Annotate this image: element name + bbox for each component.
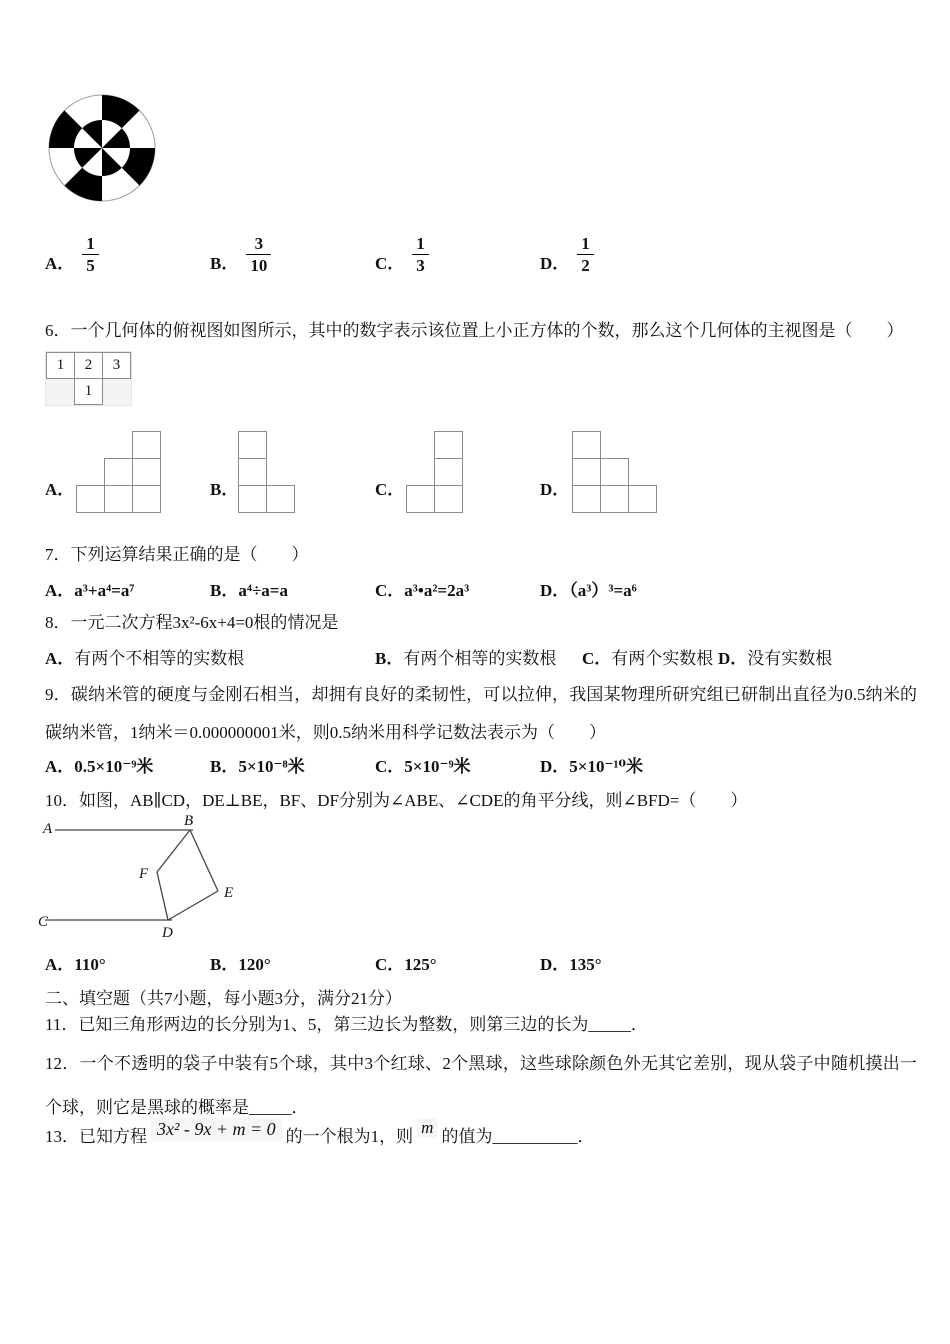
cube-cell: 1 bbox=[74, 378, 103, 405]
point-label-e: E bbox=[224, 885, 234, 901]
cube-cell bbox=[600, 458, 629, 486]
question-7-options bbox=[0, 576, 950, 602]
cube-cell bbox=[132, 485, 161, 513]
cube-cell bbox=[572, 431, 601, 459]
option-text: a³•a²=2a³ bbox=[404, 581, 470, 600]
q13-suffix: 的值为__________． bbox=[441, 1127, 595, 1146]
option-text: a⁴÷a=a bbox=[238, 581, 288, 600]
q13-variable: m bbox=[417, 1118, 437, 1138]
option-text: 110° bbox=[74, 955, 106, 974]
option-label: C． bbox=[582, 649, 612, 668]
fraction-numerator: 1 bbox=[416, 234, 425, 253]
cube-cell bbox=[600, 485, 629, 513]
option-label: A． bbox=[45, 955, 75, 974]
option-text: 0.5×10⁻⁹米 bbox=[74, 757, 154, 776]
q9-option-a bbox=[45, 752, 153, 777]
cube-cell bbox=[238, 431, 267, 459]
cube-cell bbox=[104, 485, 133, 513]
question-10-text: 10．如图，AB∥CD，DE⊥BE，BF、DF分别为∠ABE、∠CDE的角平分线，则∠BFD=（ ） bbox=[45, 791, 748, 810]
question-8-options bbox=[0, 644, 950, 670]
q6-top-view-figure bbox=[46, 352, 131, 405]
option-text: 没有实数根 bbox=[747, 649, 833, 668]
point-label-d: D bbox=[162, 925, 173, 941]
option-text: 5×10⁻¹⁰米 bbox=[569, 757, 643, 776]
point-label-a: A bbox=[43, 821, 53, 837]
option-label: C． bbox=[375, 253, 405, 273]
fraction-denominator: 2 bbox=[577, 254, 594, 277]
option-label: D． bbox=[718, 649, 748, 668]
question-8-text: 8．一元二次方程3x²-6x+4=0根的情况是 bbox=[45, 613, 339, 632]
option-text: 有两个实数根 bbox=[611, 649, 714, 668]
q9-option-c bbox=[375, 752, 471, 777]
fraction-numerator: 1 bbox=[86, 234, 95, 253]
empty-space bbox=[46, 378, 75, 405]
q7-option-d bbox=[540, 576, 637, 601]
point-label-c: C bbox=[38, 914, 49, 930]
option-label: D． bbox=[540, 581, 570, 600]
question-6-text: 6．一个几何体的俯视图如图所示，其中的数字表示该位置上小正方体的个数，那么这个几何体的主视图是（ ） bbox=[45, 321, 904, 340]
cube-cell: 3 bbox=[102, 352, 131, 379]
q6-option-c-grid bbox=[406, 431, 463, 513]
q8-option-b bbox=[375, 644, 556, 669]
cube-cell bbox=[572, 485, 601, 513]
fraction-numerator: 1 bbox=[581, 234, 590, 253]
q13-prefix: 13．已知方程 bbox=[45, 1127, 147, 1146]
option-text: （a³）³=a⁶ bbox=[569, 581, 637, 600]
q13-middle: 的一个根为1，则 bbox=[285, 1127, 414, 1146]
q10-option-c bbox=[375, 950, 437, 975]
question-9-text: 9．碳纳米管的硬度与金刚石相当，却拥有良好的柔韧性，可以拉伸，我国某物理所研究组已研制出直径为0.5纳米的碳纳米管，1纳米＝0.000000001米，则0.5纳米用科学记数法表示为（ ） bbox=[45, 685, 917, 742]
option-label: C． bbox=[375, 480, 405, 499]
option-label: B． bbox=[210, 581, 239, 600]
empty-space bbox=[600, 431, 629, 459]
option-label: A． bbox=[45, 649, 75, 668]
option-text: 120° bbox=[238, 955, 271, 974]
option-text: a³+a⁴=a⁷ bbox=[74, 581, 135, 600]
q8-option-c bbox=[582, 644, 713, 669]
option-label: A． bbox=[45, 581, 75, 600]
q9-option-d bbox=[540, 752, 643, 777]
point-label-f: F bbox=[139, 866, 149, 882]
empty-space bbox=[406, 458, 435, 486]
point-label-b: B bbox=[184, 813, 194, 829]
question-6-options bbox=[0, 431, 950, 527]
option-label: A． bbox=[45, 757, 75, 776]
option-label: A． bbox=[45, 253, 75, 273]
empty-space bbox=[102, 378, 131, 405]
option-label: C． bbox=[375, 955, 405, 974]
option-label: B． bbox=[210, 955, 239, 974]
question-13-text bbox=[45, 1117, 598, 1147]
question-5-options bbox=[0, 234, 950, 286]
q8-option-d bbox=[718, 644, 832, 669]
cube-cell bbox=[238, 458, 267, 486]
q13-equation: 3x² - 9x + m = 0 bbox=[151, 1118, 282, 1141]
cube-cell bbox=[132, 458, 161, 486]
option-label: D． bbox=[540, 955, 570, 974]
fraction bbox=[82, 234, 99, 277]
cube-cell bbox=[434, 458, 463, 486]
q6-option-d-grid bbox=[572, 431, 657, 513]
cube-cell bbox=[104, 458, 133, 486]
fraction bbox=[577, 234, 594, 277]
fraction bbox=[412, 234, 429, 277]
fraction-numerator: 3 bbox=[254, 234, 264, 253]
q5-option-d bbox=[540, 234, 594, 277]
cube-cell bbox=[76, 485, 105, 513]
q10-geometry-figure bbox=[38, 810, 288, 955]
fraction-denominator: 10 bbox=[246, 254, 271, 277]
option-text: 5×10⁻⁹米 bbox=[404, 757, 471, 776]
section-2-header: 二、填空题（共7小题，每小题3分，满分21分） bbox=[45, 989, 402, 1008]
question-9-options bbox=[0, 752, 950, 778]
q10-option-b bbox=[210, 950, 271, 975]
question-10-options bbox=[0, 950, 950, 976]
option-label: D． bbox=[540, 253, 570, 273]
fraction-denominator: 3 bbox=[412, 254, 429, 277]
spinner-pinwheel-image bbox=[46, 92, 158, 209]
fraction-denominator: 5 bbox=[82, 254, 99, 277]
cube-cell bbox=[266, 485, 295, 513]
option-text: 5×10⁻⁸米 bbox=[238, 757, 305, 776]
cube-cell: 2 bbox=[74, 352, 103, 379]
empty-space bbox=[406, 431, 435, 459]
cube-cell bbox=[238, 485, 267, 513]
q5-option-b bbox=[210, 234, 271, 277]
option-text: 有两个相等的实数根 bbox=[403, 649, 557, 668]
empty-space bbox=[104, 431, 133, 459]
q6-option-a-grid bbox=[76, 431, 161, 513]
question-7-text: 7．下列运算结果正确的是（ ） bbox=[45, 545, 309, 564]
option-text: 125° bbox=[404, 955, 437, 974]
cube-cell bbox=[406, 485, 435, 513]
q10-option-a bbox=[45, 950, 106, 975]
option-label: B． bbox=[210, 757, 239, 776]
question-11-text: 11．已知三角形两边的长分别为1、5，第三边长为整数，则第三边的长为_____． bbox=[45, 1015, 648, 1034]
q7-option-a bbox=[45, 576, 134, 601]
option-label: B． bbox=[210, 253, 239, 273]
empty-space bbox=[628, 431, 657, 459]
cube-cell bbox=[434, 485, 463, 513]
q7-option-c bbox=[375, 576, 469, 601]
q5-option-a bbox=[45, 234, 99, 277]
q8-option-a bbox=[45, 644, 244, 669]
cube-cell bbox=[628, 485, 657, 513]
option-text: 135° bbox=[569, 955, 602, 974]
cube-cell bbox=[434, 431, 463, 459]
option-label: B． bbox=[375, 649, 404, 668]
q7-option-b bbox=[210, 576, 288, 601]
pinwheel-icon bbox=[46, 92, 158, 204]
cube-cell bbox=[572, 458, 601, 486]
option-text: 有两个不相等的实数根 bbox=[74, 649, 245, 668]
question-12-text: 12．一个不透明的袋子中装有5个球，其中3个红球、2个黑球，这些球除颜色外无其它差别，现从袋子中随机摸出一个球，则它是黑球的概率是_____． bbox=[45, 1054, 917, 1117]
cube-cell bbox=[132, 431, 161, 459]
option-label: C． bbox=[375, 757, 405, 776]
q9-option-b bbox=[210, 752, 305, 777]
option-label: D． bbox=[540, 757, 570, 776]
cube-cell: 1 bbox=[46, 352, 75, 379]
q6-option-b-grid bbox=[238, 431, 295, 513]
empty-space bbox=[76, 458, 105, 486]
empty-space bbox=[628, 458, 657, 486]
empty-space bbox=[266, 431, 295, 459]
fraction bbox=[246, 234, 271, 277]
option-label: D． bbox=[540, 480, 570, 499]
q5-option-c bbox=[375, 234, 429, 277]
q10-option-d bbox=[540, 950, 602, 975]
geometry-figure-svg bbox=[38, 810, 288, 950]
empty-space bbox=[76, 431, 105, 459]
option-label: C． bbox=[375, 581, 405, 600]
option-label: A． bbox=[45, 480, 75, 499]
empty-space bbox=[266, 458, 295, 486]
option-label: B． bbox=[210, 480, 239, 499]
